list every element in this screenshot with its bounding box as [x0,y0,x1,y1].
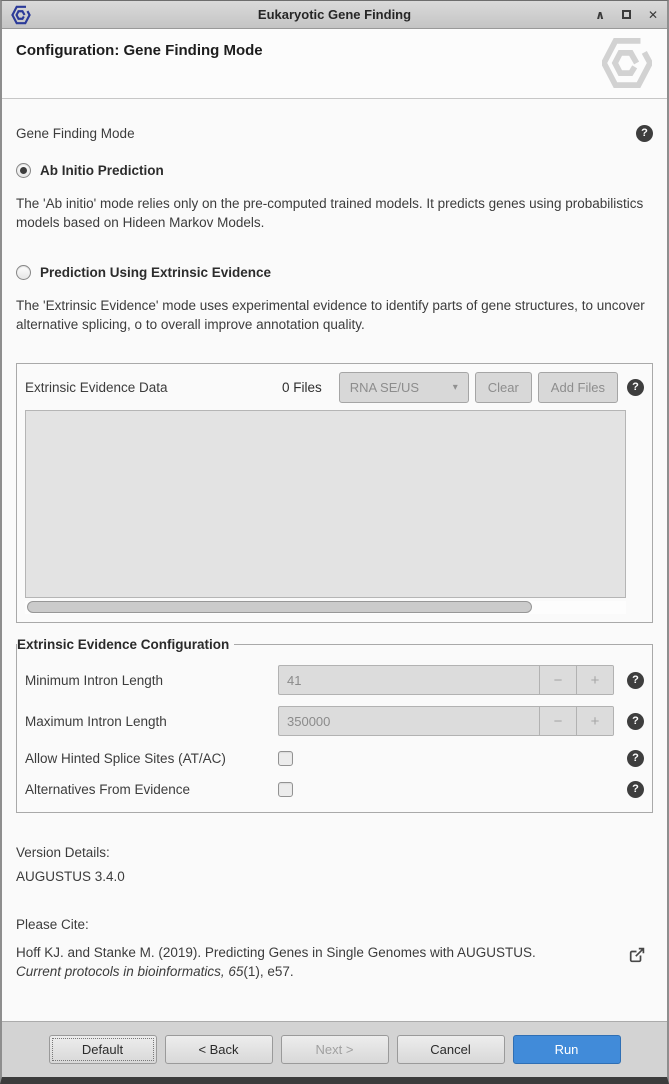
evidence-type-value: RNA SE/US [349,380,420,395]
cancel-button[interactable]: Cancel [397,1035,505,1064]
plus-icon[interactable]: + [576,666,613,694]
min-intron-length-row [25,665,644,695]
radio-extrinsic-label[interactable]: Prediction Using Extrinsic Evidence [40,265,272,280]
minus-icon[interactable]: − [539,707,576,735]
next-button[interactable]: Next > [281,1035,389,1064]
citation-heading: Please Cite: [16,917,89,932]
radio-ab-initio-label[interactable]: Ab Initio Prediction [40,163,164,178]
window-controls [595,9,658,21]
hexagon-logo-icon [602,36,652,95]
help-icon-evidence-data[interactable]: ? [627,379,644,396]
window-title: Eukaryotic Gene Finding [257,7,412,22]
evidence-file-list[interactable] [25,410,626,598]
min-intron-length-label: Minimum Intron Length [25,672,164,688]
citation-journal: Current protocols in bioinformatics, 65 [16,964,244,979]
min-intron-length-value[interactable]: 41 [287,672,302,688]
evidence-data-header [25,372,644,403]
app-hexagon-icon [11,5,31,25]
chevron-down-icon: ▾ [452,382,458,393]
plus-icon[interactable]: + [576,707,613,735]
alternatives-from-evidence-checkbox[interactable] [278,782,293,797]
dialog-footer [2,1021,667,1077]
evidence-config-legend: Extrinsic Evidence Configuration [17,637,230,652]
radio-option-ab-initio [16,163,653,178]
minus-icon[interactable]: − [539,666,576,694]
horizontal-scrollbar [25,601,626,614]
version-heading: Version Details: [16,845,110,860]
horizontal-scrollbar-thumb[interactable] [27,601,532,613]
gene-finding-mode-label: Gene Finding Mode [16,126,135,141]
citation-block [16,913,653,981]
maximize-icon[interactable] [622,10,631,19]
dialog-content [2,99,667,1021]
citation-line1: Hoff KJ. and Stanke M. (2019). Predicting Genes in Single Genomes with AUGUSTUS. [16,945,536,960]
radio-option-extrinsic [16,265,653,280]
help-icon-gene-finding-mode[interactable]: ? [636,125,653,142]
evidence-data-controls [339,372,644,403]
alternatives-from-evidence-label: Alternatives From Evidence [25,782,191,797]
page-title: Configuration: Gene Finding Mode [16,42,263,59]
max-intron-length-row [25,706,644,736]
max-intron-length-label: Maximum Intron Length [25,713,167,729]
file-count: 0 Files [282,380,322,395]
alternatives-from-evidence-row [25,781,644,798]
evidence-data-label: Extrinsic Evidence Data [25,380,168,395]
add-files-button[interactable]: Add Files [538,372,618,403]
min-intron-length-stepper [278,665,614,695]
radio-ab-initio[interactable] [16,163,31,178]
run-button[interactable]: Run [513,1035,621,1064]
clear-button[interactable]: Clear [475,372,532,403]
hinted-splice-sites-row [25,750,644,767]
dialog-header [2,29,667,99]
help-icon-alternatives[interactable]: ? [627,781,644,798]
help-icon-max-intron[interactable]: ? [627,713,644,730]
extrinsic-evidence-configuration [16,637,653,813]
extrinsic-description: The 'Extrinsic Evidence' mode uses experimental evidence to identify parts of gene structures, to uncover alternative splicing, o to overall improve annotation quality. [16,298,645,332]
extrinsic-evidence-data-panel [16,363,653,623]
evidence-type-dropdown[interactable] [339,372,469,403]
hinted-splice-sites-label: Allow Hinted Splice Sites (AT/AC) [25,751,226,766]
max-intron-length-stepper [278,706,614,736]
citation-text [16,943,617,981]
export-citation-icon[interactable] [627,945,647,968]
ab-initio-description: The 'Ab initio' mode relies only on the pre-computed trained models. It predicts genes using probabilistics models based on Hideen Markov Models. [16,196,644,230]
close-icon[interactable]: ✕ [647,7,658,22]
title-bar [2,1,667,29]
gene-finding-mode-row [16,125,653,142]
citation-issue: (1), e57. [243,964,294,979]
citation-row [16,943,653,981]
version-value: AUGUSTUS 3.4.0 [16,869,125,884]
minimize-icon[interactable]: ∧ [595,7,605,22]
radio-extrinsic[interactable] [16,265,31,280]
help-icon-hinted-splice[interactable]: ? [627,750,644,767]
back-button[interactable]: < Back [165,1035,273,1064]
max-intron-length-value[interactable]: 350000 [287,713,331,729]
default-button[interactable]: Default [49,1035,157,1064]
hinted-splice-sites-checkbox[interactable] [278,751,293,766]
help-icon-min-intron[interactable]: ? [627,672,644,689]
version-details [16,841,653,889]
